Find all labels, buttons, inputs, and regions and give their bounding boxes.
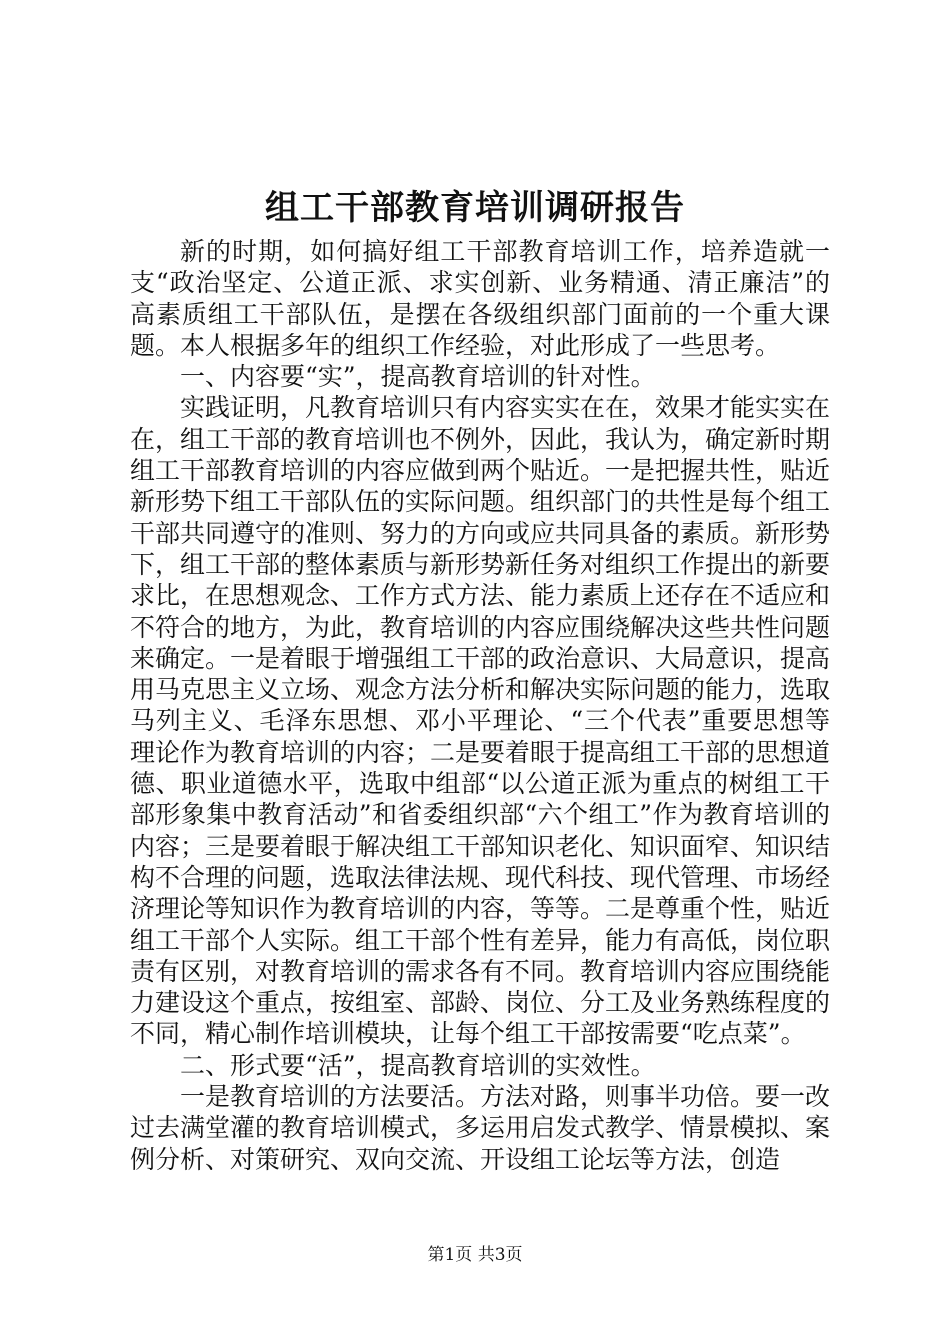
- section-heading-2: 二、形式要“活”，提高教育培训的实效性。: [180, 1050, 656, 1080]
- paragraph-intro: 新的时期，如何搞好组工干部教育培训工作，培养造就一支“政治坚定、公道正派、求实创新、业务精通、清正廉洁”的高素质组工干部队伍，是摆在各级组织部门面前的一个重大课题。本人根据多年的组织工作经验，对此形成了一些思考。: [130, 237, 830, 360]
- paragraph-section-1: 实践证明，凡教育培训只有内容实实在在，效果才能实实在在，组工干部的教育培训也不例外，因此，我认为，确定新时期组工干部教育培训的内容应做到两个贴近。一是把握共性，贴近新形势下组工干部队伍的实际问题。组织部门的共性是每个组工干部共同遵守的准则、努力的方向或应共同具备的素质。新形势下，组工干部的整体素质与新形势新任务对组织工作提出的新要求比，在思想观念、工作方式方法、能力素质上还存在不适应和不符合的地方，为此，教育培训的内容应围绕解决这些共性问题来确定。一是着眼于增强组工干部的政治意识、大局意识，提高用马克思主义立场、观念方法分析和解决实际问题的能力，选取马列主义、毛泽东思想、邓小平理论、“三个代表”重要思想等理论作为教育培训的内容；二是要着眼于提高组工干部的思想道德、职业道德水平，选取中组部“以公道正派为重点的树组工干部形象集中教育活动”和省委组织部“六个组工”作为教育培训的内容；三是要着眼于解决组工干部知识老化、知识面窄、知识结构不合理的问题，选取法律法规、现代科技、现代管理、市场经济理论等知识作为教育培训的内容，等等。二是尊重个性，贴近组工干部个人实际。组工干部个性有差异，能力有高低，岗位职责有区别，对教育培训的需求各有不同。教育培训内容应围绕能力建设这个重点，按组室、部龄、岗位、分工及业务熟练程度的不同，精心制作培训模块，让每个组工干部按需要“吃点菜”。: [130, 393, 831, 1049]
- page-number-footer: 第1页 共3页: [427, 1245, 523, 1265]
- paragraph-section-2: 一是教育培训的方法要活。方法对路，则事半功倍。要一改过去满堂灌的教育培训模式，多运用启发式教学、情景模拟、案例分析、对策研究、双向交流、开设组工论坛等方法，创造: [130, 1082, 831, 1174]
- document-body: [130, 236, 830, 1175]
- section-heading-1: 一、内容要“实”，提高教育培训的针对性。: [180, 362, 656, 392]
- document-title: 组工干部教育培训调研报告: [265, 188, 685, 228]
